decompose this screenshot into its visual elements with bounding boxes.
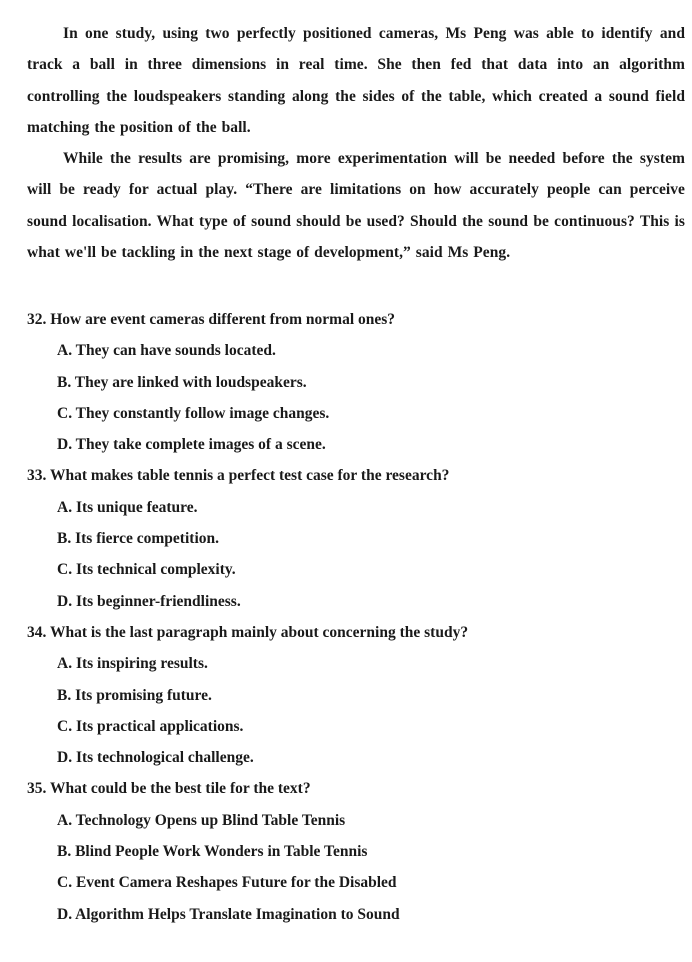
- option-a: A. Its unique feature.: [57, 498, 198, 516]
- question-33: [27, 460, 685, 616]
- option-b: B. Blind People Work Wonders in Table Tennis: [57, 843, 368, 861]
- option-c: C. Its practical applications.: [57, 717, 244, 735]
- question-35: [27, 773, 685, 929]
- option-list: [27, 492, 685, 617]
- option-b: B. Its fierce competition.: [57, 530, 219, 548]
- option-b: B. Its promising future.: [57, 686, 212, 704]
- question-stem: 33. What makes table tennis a perfect test case for the research?: [27, 467, 450, 485]
- question-stem: 35. What could be the best tile for the text?: [27, 780, 311, 798]
- option-c: C. Event Camera Reshapes Future for the Disabled: [57, 874, 397, 892]
- option-c: C. Its technical complexity.: [57, 561, 236, 579]
- question-34: [27, 617, 685, 773]
- option-a: A. Its inspiring results.: [57, 655, 208, 673]
- question-32: [27, 304, 685, 460]
- option-list: [27, 335, 685, 460]
- reading-passage: [27, 18, 685, 268]
- question-stem: 34. What is the last paragraph mainly about concerning the study?: [27, 623, 469, 641]
- option-list: [27, 648, 685, 773]
- option-d: D. Algorithm Helps Translate Imagination to Sound: [57, 905, 400, 923]
- option-d: D. They take complete images of a scene.: [57, 436, 326, 454]
- option-d: D. Its technological challenge.: [57, 749, 254, 767]
- option-a: A. They can have sounds located.: [57, 342, 276, 360]
- option-list: [27, 805, 685, 930]
- passage-paragraph-2: While the results are promising, more experimentation will be needed before the system will be ready for actual play. “There are limitations on how accurately people can perceive sound localisation. What type of sound should be used? Should the sound be continuous? This is what we'll be tackling in the next stage of development,” said Ms Peng.: [27, 150, 685, 262]
- option-a: A. Technology Opens up Blind Table Tennis: [57, 811, 346, 829]
- passage-paragraph-1: In one study, using two perfectly positioned cameras, Ms Peng was able to identify and track a ball in three dimensions in real time. She then fed that data into an algorithm controlling the loudspeakers standing along the sides of the table, which created a sound field matching the position of the ball.: [27, 25, 685, 136]
- option-c: C. They constantly follow image changes.: [57, 404, 330, 422]
- question-stem: 32. How are event cameras different from normal ones?: [27, 311, 396, 328]
- question-list: [27, 304, 685, 930]
- option-d: D. Its beginner-friendliness.: [57, 592, 241, 610]
- option-b: B. They are linked with loudspeakers.: [57, 373, 307, 391]
